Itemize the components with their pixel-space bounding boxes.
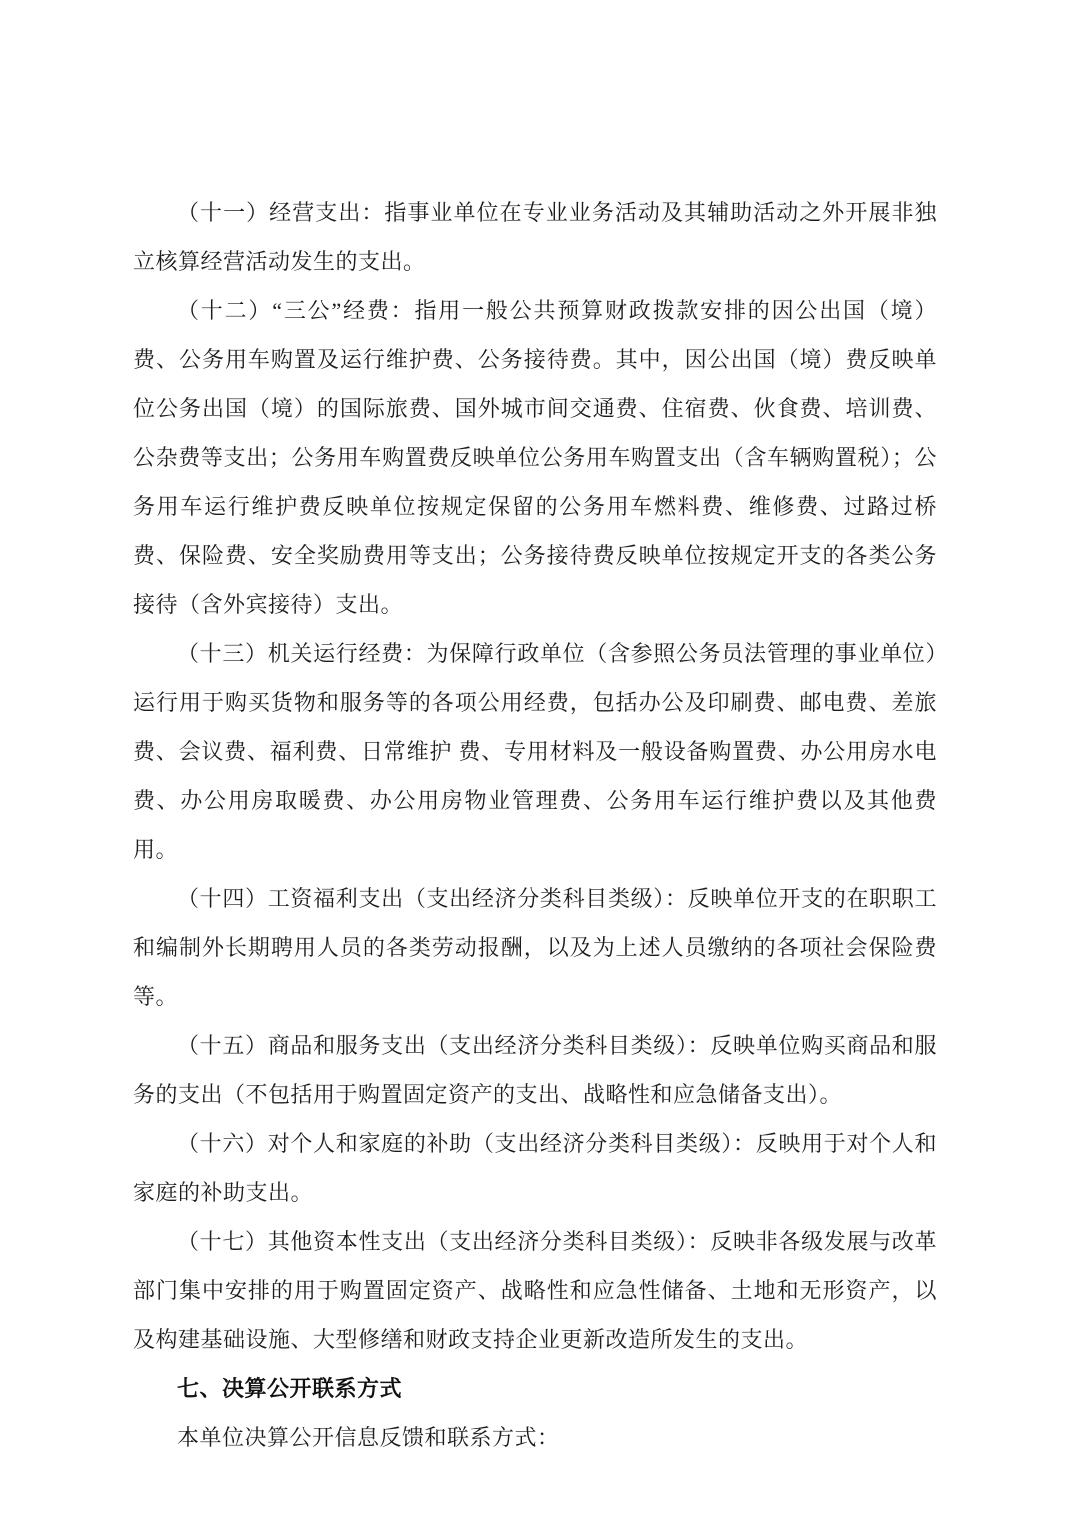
closing-line: 本单位决算公开信息反馈和联系方式： <box>177 1425 560 1450</box>
paragraph-item-16: （十六）对个人和家庭的补助（支出经济分类科目类级）：反映用于对个人和家庭的补助支出。 <box>133 1131 937 1205</box>
section-heading: 七、决算公开联系方式 <box>177 1376 403 1401</box>
paragraph-item-15: （十五）商品和服务支出（支出经济分类科目类级）：反映单位购买商品和服务的支出（不包括用于购置固定资产的支出、战略性和应急储备支出）。 <box>133 1033 937 1107</box>
paragraph-item-11: （十一）经营支出：指事业单位在专业业务活动及其辅助活动之外开展非独立核算经营活动发生的支出。 <box>133 200 937 274</box>
paragraph-item-17: （十七）其他资本性支出（支出经济分类科目类级）：反映非各级发展与改革部门集中安排的用于购置固定资产、战略性和应急性储备、土地和无形资产，以及构建基础设施、大型修缮和财政支持企业更新改造所发生的支出。 <box>133 1229 937 1352</box>
paragraph-item-13: （十三）机关运行经费：为保障行政单位（含参照公务员法管理的事业单位）运行用于购买货物和服务等的各项公用经费，包括办公及印刷费、邮电费、差旅费、会议费、福利费、日常维护 费、专用材料及一般设备购置费、办公用房水电费、办公用房取暖费、办公用房物业管理费、公务用车运行维护费以及其他费用。 <box>133 641 937 862</box>
paragraph-item-14: （十四）工资福利支出（支出经济分类科目类级）：反映单位开支的在职职工和编制外长期聘用人员的各类劳动报酬，以及为上述人员缴纳的各项社会保险费等。 <box>133 886 937 1009</box>
document-body <box>133 188 937 1462</box>
paragraph-item-12: （十二）“三公”经费：指用一般公共预算财政拨款安排的因公出国（境）费、公务用车购置及运行维护费、公务接待费。其中，因公出国（境）费反映单位公务出国（境）的国际旅费、国外城市间交通费、住宿费、伙食费、培训费、公杂费等支出；公务用车购置费反映单位公务用车购置支出（含车辆购置税）；公务用车运行维护费反映单位按规定保留的公务用车燃料费、维修费、过路过桥费、保险费、安全奖励费用等支出；公务接待费反映单位按规定开支的各类公务接待（含外宾接待）支出。 <box>133 298 937 617</box>
